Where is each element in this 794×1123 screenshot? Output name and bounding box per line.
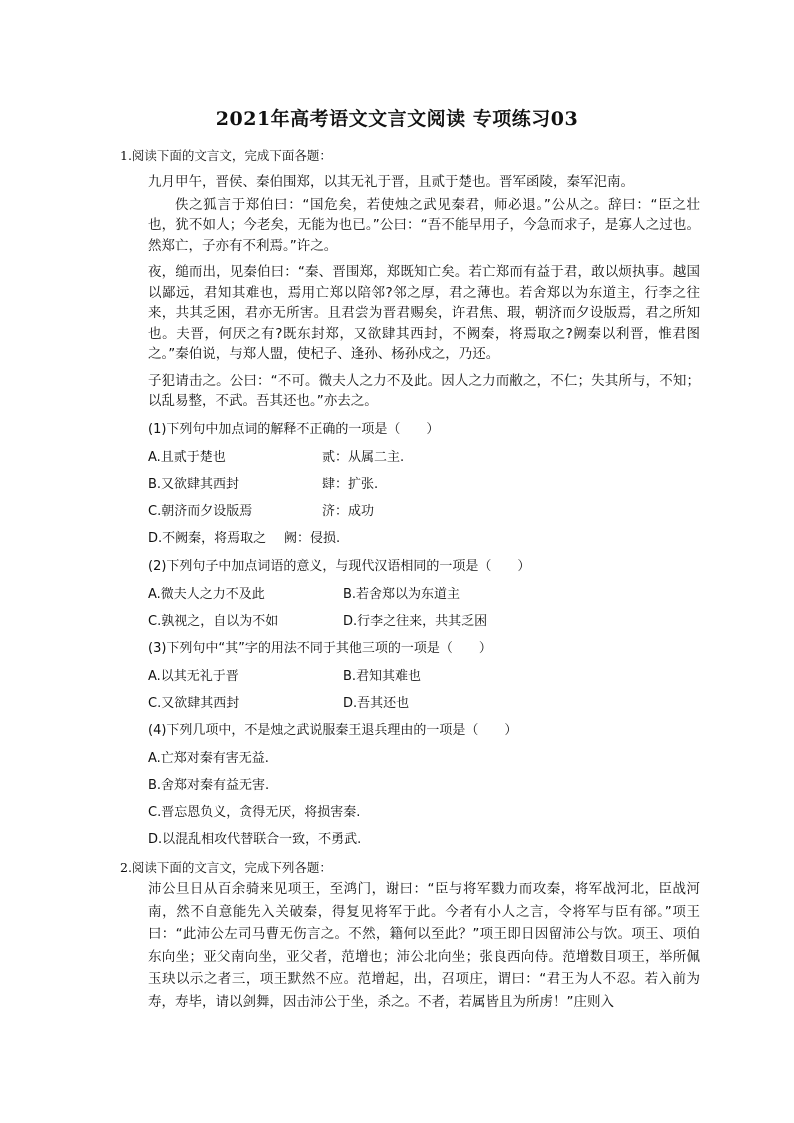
option-a: A.亡郑对秦有害无益. [148,751,269,766]
question-2-passage [148,878,700,1014]
option-d: D.以混乱相攻代替联合一致，不勇武. [148,832,362,847]
passage-paragraph: 夜，缒而出，见秦伯曰：“秦、晋围郑，郑既知亡矣。若亡郑而有益于君，敢以烦执事。越国以鄙远，君知其难也，焉用亡郑以陪邻?邻之厚，君之薄也。若舍郑以为东道主，行李之往来，共其乏困，君亦无所害。且君尝为晋君赐矣，许君焦、瑕，朝济而夕设版焉，君之所知也。夫晋，何厌之有?既东封郑，又欲肆其西封，不阙秦，将焉取之?阙秦以利晋，惟君图之。”秦伯说，与郑人盟，使杞子、逢孙、杨孙戍之，乃还。 [148,264,700,362]
option-c: C.孰视之，自以为不如 [148,614,279,629]
option-a: A.且贰于楚也 [148,450,226,465]
option-a: A.微夫人之力不及此 [148,587,265,602]
option-b-gloss: 肆：扩张. [322,477,379,492]
question-1-heading: 1.阅读下面的文言文，完成下面各题： [120,148,332,163]
passage-paragraph: 沛公旦日从百余骑来见项王，至鸿门，谢曰：“臣与将军戮力而攻秦，将军战河北，臣战河南，然不自意能先入关破秦，得复见将军于此。今者有小人之言，令将军与臣有郤。”项王曰：“此沛公左司马曹无伤言之。不然，籍何以至此？”项王即日因留沛公与饮。项王、项伯东向坐；亚父南向坐，亚父者，范增也；沛公北向坐；张良西向侍。范增数目项王，举所佩玉玦以示之者三，项王默然不应。范增起，出，召项庄，谓曰：“君王为人不忍。若入前为寿，寿毕，请以剑舞，因击沛公于坐，杀之。不者，若属皆且为所虏！”庄则入 [148,881,700,1010]
option-b: B.舍郑对秦有益无害. [148,778,270,793]
document-title: 2021年高考语文文言文阅读 专项练习03 [215,108,579,130]
option-d: D.不阙秦，将焉取之 [148,531,267,546]
option-c: C.朝济而夕设版焉 [148,504,253,519]
option-c: C.晋忘恩负义，贪得无厌，将损害秦. [148,805,361,820]
question-1-passage [148,172,700,418]
passage-paragraph: 九月甲午，晋侯、秦伯围郑，以其无礼于晋，且贰于楚也。晋军函陵，秦军汜南。 [148,174,634,190]
passage-paragraph: 佚之狐言于郑伯曰：“国危矣，若使烛之武见秦君，师必退。”公从之。辞曰：“臣之壮也，犹不如人；今老矣，无能为也已。”公曰：“吾不能早用子，今急而求子，是寡人之过也。然郑亡，子亦有不利焉。”许之。 [148,196,700,254]
option-d: D.行李之往来，共其乏困 [343,614,488,629]
option-b: B.若舍郑以为东道主 [343,587,461,602]
option-a: A.以其无礼于晋 [148,669,239,684]
option-b: B.君知其难也 [343,669,422,684]
option-c-gloss: 济：成功 [322,504,375,519]
option-d-gloss: 阙：侵损. [284,531,341,546]
question-2-heading: 2.阅读下面的文言文，完成下列各题： [120,860,332,875]
option-a-gloss: 贰：从属二主. [322,450,405,465]
option-b: B.又欲肆其西封 [148,477,240,492]
subquestion-4-stem: (4)下列几项中，不是烛之武说服秦王退兵理由的一项是（ ） [148,723,518,738]
subquestion-1-stem: (1)下列句中加点词的解释不正确的一项是（ ） [148,422,440,437]
subquestion-3-stem: (3)下列句中“其”字的用法不同于其他三项的一项是（ ） [148,641,492,656]
option-c: C.又欲肆其西封 [148,696,240,711]
subquestion-2-stem: (2)下列句子中加点词语的意义，与现代汉语相同的一项是（ ） [148,559,531,574]
passage-paragraph: 子犯请击之。公曰：“不可。微夫人之力不及此。因人之力而敝之，不仁；失其所与，不知；以乱易整，不武。吾其还也。”亦去之。 [148,372,700,409]
option-d: D.吾其还也 [343,696,410,711]
